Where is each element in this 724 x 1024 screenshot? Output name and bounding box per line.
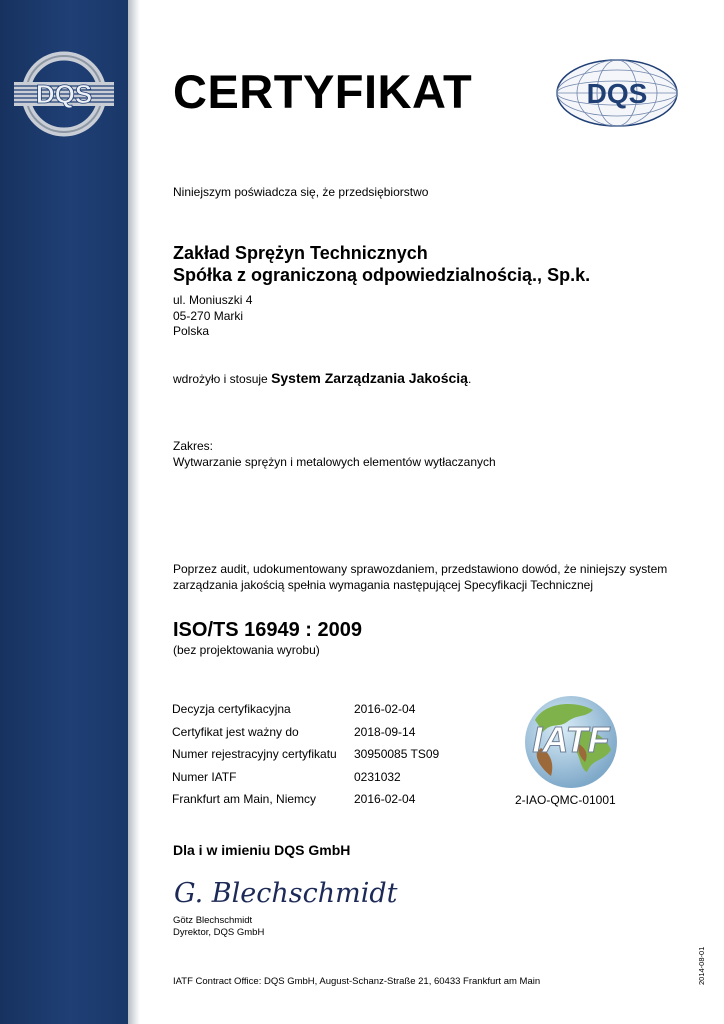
version-date: 2014-08-01 xyxy=(697,946,706,985)
detail-value: 30950085 TS09 xyxy=(354,747,440,761)
iatf-code: 2-IAO-QMC-01001 xyxy=(515,793,616,807)
detail-label: Frankfurt am Main, Niemcy xyxy=(172,792,317,806)
detail-label: Numer IATF xyxy=(172,769,237,784)
detail-row xyxy=(172,792,439,815)
audit-line1: Poprzez audit, udokumentowany sprawozdaniem, przedstawiono dowód, że niniejszy system xyxy=(173,562,668,576)
address-street: ul. Moniuszki 4 xyxy=(173,293,253,307)
scope-block xyxy=(173,439,496,470)
signer-role: Dyrektor, DQS GmbH xyxy=(173,927,265,938)
page-title: CERTYFIKAT xyxy=(173,65,473,118)
dqs-globe-logo xyxy=(555,58,679,128)
detail-label: Decyzja certyfikacyjna xyxy=(172,702,291,716)
svg-text:DQS: DQS xyxy=(586,78,648,109)
detail-row xyxy=(172,747,439,770)
svg-text:G. Blechschmidt: G. Blechschmidt xyxy=(174,878,398,909)
scope-label: Zakres: xyxy=(173,439,214,453)
detail-label: Certyfikat jest ważny do xyxy=(172,724,299,739)
company-address xyxy=(173,293,252,340)
intro-text: Niniejszym poświadcza się, że przedsiębiorstwo xyxy=(173,185,429,199)
company-name-line2: Spółka z ograniczoną odpowiedzialnością., Sp.k. xyxy=(173,265,591,285)
detail-value: 0231032 xyxy=(354,769,401,784)
detail-label: Numer rejestracyjny certyfikatu xyxy=(172,747,337,761)
dqs-sidebar-logo xyxy=(12,50,116,138)
address-country: Polska xyxy=(173,324,210,338)
certificate-details xyxy=(172,702,439,815)
iatf-logo xyxy=(515,692,627,792)
management-system: System Zarządzania Jakością xyxy=(271,370,468,386)
detail-value: 2018-09-14 xyxy=(354,724,416,739)
company-name xyxy=(173,242,590,286)
standard-name: ISO/TS 16949 : 2009 xyxy=(173,619,363,641)
blue-sidebar xyxy=(0,0,128,1024)
svg-text:DQS: DQS xyxy=(35,79,93,109)
detail-value: 2016-02-04 xyxy=(354,792,416,806)
company-name-line1: Zakład Sprężyn Technicznych xyxy=(173,243,428,263)
audit-statement xyxy=(173,562,693,593)
implementation-prefix: wdrożyło i stosuje xyxy=(173,372,268,386)
implementation-suffix: . xyxy=(467,372,472,386)
svg-text:IATF: IATF xyxy=(532,719,610,760)
footer-address: IATF Contract Office: DQS GmbH, August-Schanz-Straße 21, 60433 Frankfurt am Main xyxy=(173,976,541,987)
signature xyxy=(172,870,398,914)
scope-text: Wytwarzanie sprężyn i metalowych elementów wytłaczanych xyxy=(173,454,496,469)
audit-line2: zarządzania jakością spełnia wymagania następującej Specyfikacji Technicznej xyxy=(173,577,594,592)
signer-block xyxy=(173,915,264,939)
standard-note: (bez projektowania wyrobu) xyxy=(173,643,320,657)
detail-row xyxy=(172,770,439,793)
detail-row xyxy=(172,725,439,748)
implementation-statement xyxy=(173,370,471,386)
address-city: 05-270 Marki xyxy=(173,308,244,323)
detail-value: 2016-02-04 xyxy=(354,702,416,716)
signer-name: Götz Blechschmidt xyxy=(173,915,253,926)
detail-row xyxy=(172,702,439,725)
on-behalf-heading: Dla i w imieniu DQS GmbH xyxy=(173,842,351,858)
sidebar-edge xyxy=(128,0,140,1024)
